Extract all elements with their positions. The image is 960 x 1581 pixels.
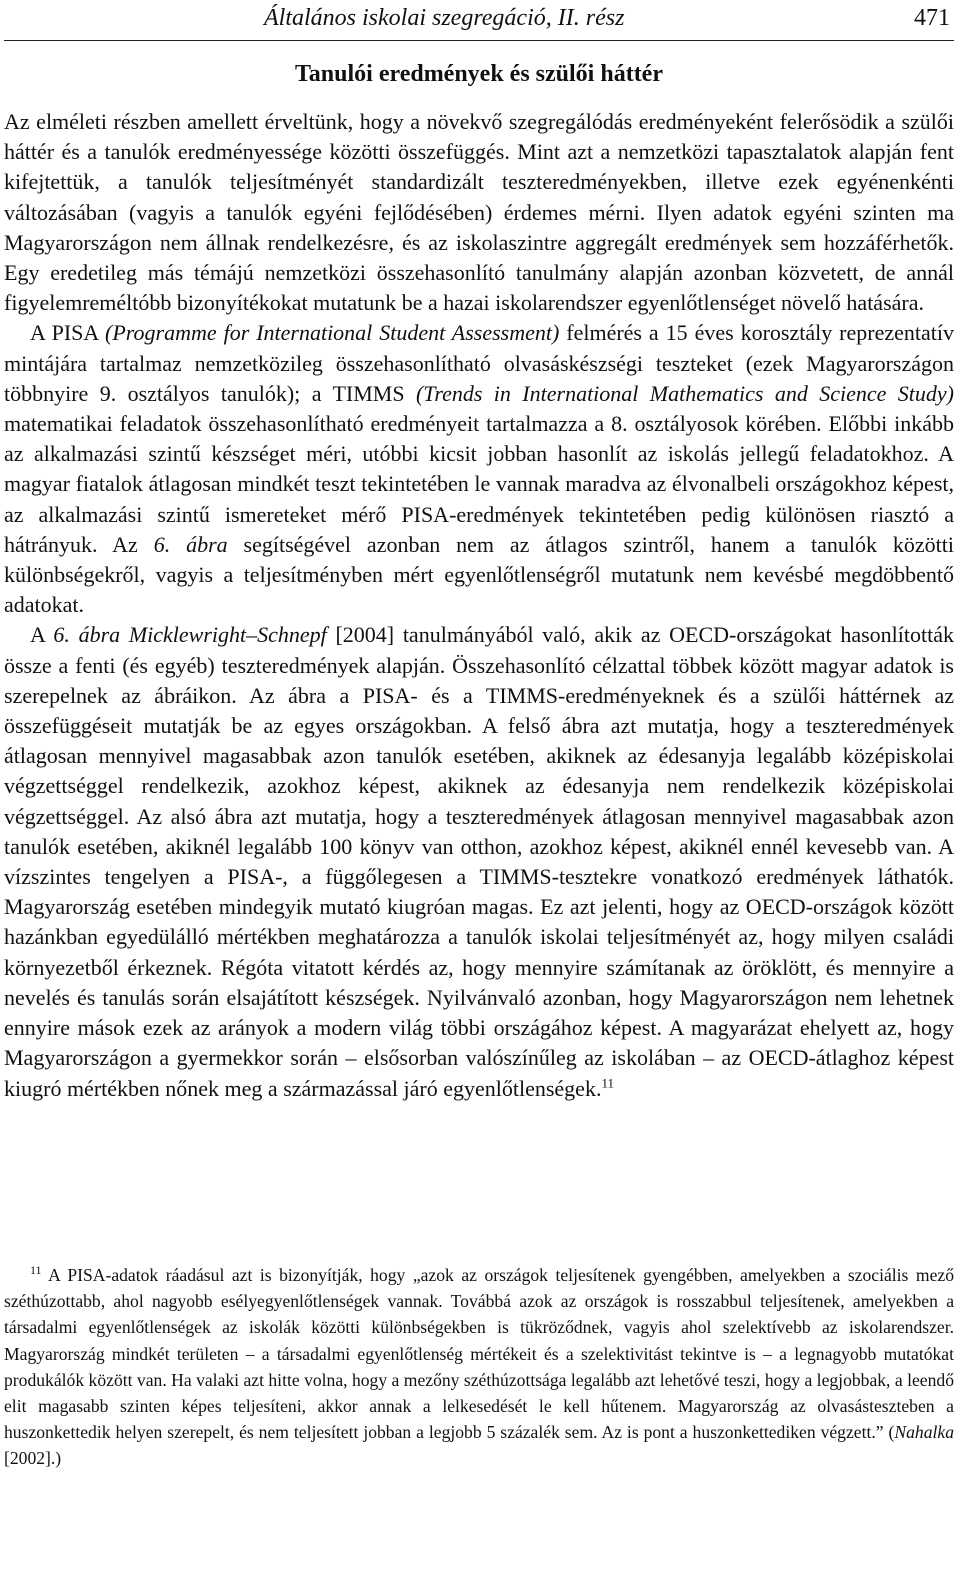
footnote-reference: 11 [601,1075,614,1091]
italic-span: 6. ábra [153,531,228,557]
section-title: Tanulói eredmények és szülői háttér [294,61,663,87]
text-span: A PISA-adatok ráadásul azt is bizonyítják, hogy „azok az országok teljesítenek gyengébben, amelyekben a szociális mező széthúzottabb, ahol nagyobb esélyegyenlőtlenségek vannak. Továbbá azok az országok is rosszabbul teljesítenek, amelyekben a társadalmi egyenlőtlenségek az iskolák közötti különbségekben is tükröződnek, vagyis ahol szelektívebb az iskolarendszer. Magyarország mindkét területen – a társadalmi egyenlőtlenség mértékeit és a szelektivitást tekintve is – a legnagyobb mutatókat produkálók között van. Ha valaki azt hitte volna, hogy a mezőny széthúzottsága legalább azt lehetővé teszi, hogy a legjobbak, a leendő elit magasabb szinten képes teljesíteni, akkor annak a lelkesedését le kell hűtenem. Magyarország az olvasásteszteben a huszonkettedik helyen szerepelt, és nem teljesített jobban a legjobb 5 százalék sem. Az is pont a huszonkettediken végzett.” ( [4,1265,954,1443]
italic-span: (Trends in International Mathematics and Science Study) [415,380,954,406]
text-span: [2004] tanulmányából való, akik az OECD-országokat hasonlították össze a fenti (és egyéb) teszteredmények alapján. Összehasonlító célzattal többek között magyar adatok is szerepelnek az ábráikon. Az ábra a PISA- és a TIMMS-eredményeknek és a szülői háttérnek az összefüggéseit mutatják be az egyes országokban. A felső ábra azt mutatja, hogy a teszteredmények átlagosan mennyivel magasabbak azon tanulók esetében, akiknek az édesanyja legalább középiskolai végzettséggel rendelkezik, azokhoz képest, akiknek az édesanyja nem rendelkezik középiskolai végzettséggel. Az alsó ábra azt mutatja, hogy a teszteredmények átlagosan mennyivel magasabbak azon tanulók esetében, akiknél legalább 100 könyv van otthon, azokhoz képest, akiknél ennél kevesebb van. A vízszintes tengelyen a PISA-, a függőlegesen a TIMMS-tesztekre vonatkozó eredmények láthatók. Magyarország esetében mindegyik mutató kiugróan magas. Ez azt jelenti, hogy az OECD-országok között hazánkban egyedülálló mértékben meghatározza a tanulók iskolai teljesítményét az, hogy milyen családi környezetből érkeznek. Régóta vitatott kérdés az, hogy mennyire számítanak az öröklött, és mennyire a nevelés és tanulás során elsajátított készségek. Nyilvánvaló azonban, hogy Magyarországon nem lehetnek ennyire mások ezek az arányok a modern világ többi országához képest. A magyarázat ehelyett az, hogy Magyarországon a gyermekkor során – elsősorban valószínűleg az iskolában – az OECD-átlaghoz képest kiugró mértékben nőnek meg a származással járó egyenlőtlenségek. [4,622,954,1101]
page-number: 471 [914,5,950,31]
text-span: Az elméleti részben amellett érveltünk, hogy a növekvő szegregálódás eredményeként felerősödik a szülői háttér és a tanulók eredményessége közötti összefüggés. Mint azt a nemzetközi tapasztalatok alapján fent kifejtettük, a tanulók teljesítményét standardizált teszteredményekben, illetve ezek egyénenkénti változásában (vagyis a tanulók egyéni fejlődésében) érdemes mérni. Ilyen adatok egyéni szinten ma Magyarországon nem állnak rendelkezésre, és az iskolaszintre aggregált eredmények sem hozzáférhetők. Egy eredetileg más témájú nemzetközi összehasonlító tanulmány alapján azonban közvetett, de annál figyelemreméltóbb bizonyítékokat mutatunk be a hazai iskolarendszer egyenlőtlenséget növelő hatására. [4,109,954,316]
text-span: matematikai feladatok összehasonlítható eredményeit tartalmazza a 8. osztályosok körében. Előbbi inkább az alkalmazási szintű készséget méri, utóbbi kicsit jobban hasonlít az iskolás jellegű feladatokhoz. A magyar fiatalok átlagosan mindkét teszt tekintetében le vannak maradva az élvonalbeli országokhoz képest, az alkalmazási szintű ismereteket mérő PISA-eredmények tekintetében pedig különösen riasztó a hátrányuk. Az [4,411,954,557]
paragraph [4,318,954,620]
running-header [4,0,954,41]
footnote-11 [4,1262,954,1472]
text-span: [2002].) [4,1448,62,1469]
text-span: A [30,622,54,648]
text-span: segítségével azonban nem az átlagos szintről, hanem a tanulók közötti különbségekről, vagyis a teljesítményben mért egyenlőtlenségről mutatunk nem kevésbé megdöbbentő adatokat. [4,531,955,618]
footnote-text [4,1265,954,1468]
text-span: A PISA [30,320,106,346]
body-text [4,107,954,1104]
paragraph [4,107,954,318]
italic-span: Nahalka [894,1422,954,1443]
paragraph [4,620,954,1103]
italic-span: 6. ábra Micklewright–Schnepf [53,622,327,648]
italic-span: (Programme for International Student Assessment) [105,320,560,346]
footnotes [4,1262,954,1472]
text-span: felmérés a 15 éves korosztály reprezentatív mintájára tartalmaz nemzetközileg összehasonlítható olvasáskészségi teszteket (ezek Magyarországon többnyire 9. osztályos tanulók); a TIMMS [4,320,954,406]
running-title: Általános iskolai szegregáció, II. rész [264,5,625,31]
footnote-number: 11 [30,1263,42,1278]
